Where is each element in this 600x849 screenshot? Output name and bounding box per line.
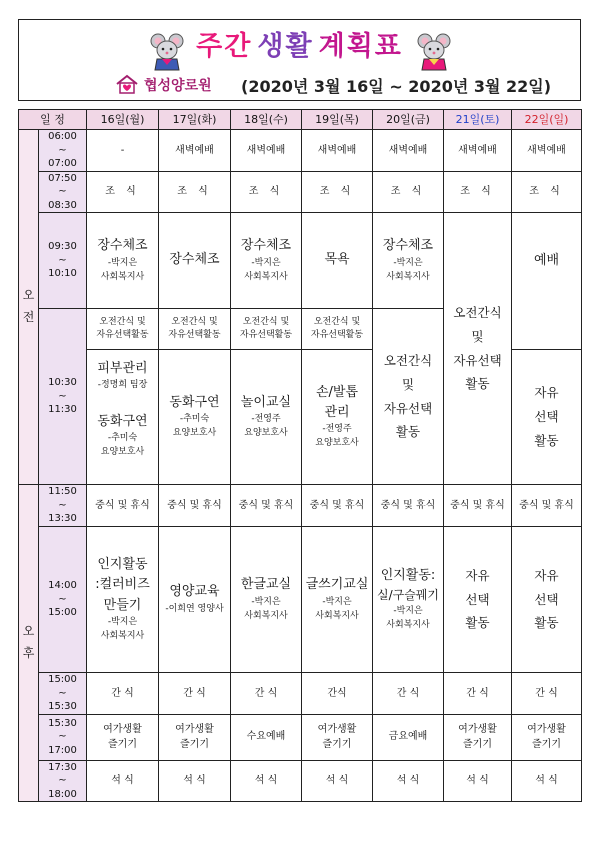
cell-1730-tue: 석 식 xyxy=(159,760,231,802)
table-row xyxy=(19,527,582,673)
cell-1500-sun: 간 식 xyxy=(512,673,582,715)
cell-1730-mon: 석 식 xyxy=(87,760,159,802)
cell-1400-wed: 한글교실 -박지은 사회복지사 xyxy=(231,527,302,673)
cell-0600-sun: 새벽예배 xyxy=(512,130,582,172)
time-cell-1730: 17:30 ~ 18:00 xyxy=(39,760,87,802)
cell-0930-tue: 장수체조 xyxy=(159,213,231,309)
cell-1500-fri: 간 식 xyxy=(373,673,444,715)
cell-1150-fri: 중식 및 휴식 xyxy=(373,485,444,527)
day-header-sat: 21일(토) xyxy=(444,110,512,130)
house-heart-icon xyxy=(115,74,139,94)
morning-label: 오 전 xyxy=(19,130,39,485)
weekly-schedule-table xyxy=(18,109,582,802)
table-row xyxy=(19,760,582,802)
title-word-3: 계획표 xyxy=(318,31,403,62)
title-header xyxy=(18,19,581,101)
cell-1030-sun: 자유 선택 활동 xyxy=(512,309,582,485)
cell-1150-sat: 중식 및 휴식 xyxy=(444,485,512,527)
cell-1400-tue: 영양교육 -이희연 영양사 xyxy=(159,527,231,673)
time-cell-1030: 10:30 ~ 11:30 xyxy=(39,309,87,485)
cell-1500-mon: 간 식 xyxy=(87,673,159,715)
cell-1500-wed: 간 식 xyxy=(231,673,302,715)
cell-1500-sat: 간 식 xyxy=(444,673,512,715)
cell-0930-sun: 예배 xyxy=(512,213,582,309)
cell-sat-morning: 오전간식 및 자유선택 활동 xyxy=(444,213,512,485)
cell-1400-sat: 자유 선택 활동 xyxy=(444,527,512,673)
cell-1730-sat: 석 식 xyxy=(444,760,512,802)
cell-0600-fri: 새벽예배 xyxy=(373,130,444,172)
cell-1150-thu: 중식 및 휴식 xyxy=(302,485,373,527)
table-row xyxy=(19,130,582,172)
cell-1730-sun: 석 식 xyxy=(512,760,582,802)
cell-1150-sun: 중식 및 휴식 xyxy=(512,485,582,527)
org-name: 협성양로원 xyxy=(144,78,212,94)
time-cell-1530: 15:30 ~ 17:00 xyxy=(39,714,87,760)
cell-1530-fri: 금요예배 xyxy=(373,714,444,760)
day-header-fri: 20일(금) xyxy=(373,110,444,130)
cell-1030-mon: 오전간식 및 자유선택활동 피부관리 -정명희 팀장 동화구연 -추미숙 요양보호사 xyxy=(87,309,159,485)
table-row xyxy=(19,213,582,309)
day-header-sun: 22일(일) xyxy=(512,110,582,130)
cell-1730-thu: 석 식 xyxy=(302,760,373,802)
afternoon-label: 오 후 xyxy=(19,485,39,802)
cell-1400-fri: 인지활동: 실/구슬꿰기 -박지은 사회복지사 xyxy=(373,527,444,673)
cell-1150-mon: 중식 및 휴식 xyxy=(87,485,159,527)
cell-1730-fri: 석 식 xyxy=(373,760,444,802)
title-word-2: 생활 xyxy=(257,31,314,62)
header-row xyxy=(19,110,582,130)
day-header-wed: 18일(수) xyxy=(231,110,302,130)
time-cell-1400: 14:00 ~ 15:00 xyxy=(39,527,87,673)
cell-1150-tue: 중식 및 휴식 xyxy=(159,485,231,527)
cell-0750-thu: 조 식 xyxy=(302,171,373,213)
time-cell-0930: 09:30 ~ 10:10 xyxy=(39,213,87,309)
cell-1400-sun: 자유 선택 활동 xyxy=(512,527,582,673)
cell-0750-tue: 조 식 xyxy=(159,171,231,213)
cell-1530-sat: 여가생활 즐기기 xyxy=(444,714,512,760)
cell-1530-tue: 여가생활 즐기기 xyxy=(159,714,231,760)
schedule-label-header: 일 정 xyxy=(19,110,87,130)
cell-0930-mon: 장수체조 -박지은 사회복지사 xyxy=(87,213,159,309)
cell-1030-fri: 오전간식 및 자유선택 활동 xyxy=(373,309,444,485)
mouse-mascot-icon xyxy=(416,31,452,71)
cell-1530-sun: 여가생활 즐기기 xyxy=(512,714,582,760)
cell-1030-tue: 오전간식 및 자유선택활동 동화구연 -추미숙 요양보호사 xyxy=(159,309,231,485)
cell-0750-sat: 조 식 xyxy=(444,171,512,213)
cell-1400-thu: 글쓰기교실 -박지은 사회복지사 xyxy=(302,527,373,673)
table-row xyxy=(19,714,582,760)
cell-0600-wed: 새벽예배 xyxy=(231,130,302,172)
cell-1530-mon: 여가생활 즐기기 xyxy=(87,714,159,760)
time-cell-0600: 06:00 ~ 07:00 xyxy=(39,130,87,172)
title-word-1: 주간 xyxy=(196,31,253,62)
table-row xyxy=(19,673,582,715)
cell-0930-thu: 목욕 xyxy=(302,213,373,309)
cell-1730-wed: 석 식 xyxy=(231,760,302,802)
cell-0600-mon: - xyxy=(87,130,159,172)
cell-0600-tue: 새벽예배 xyxy=(159,130,231,172)
cell-1500-thu: 간식 xyxy=(302,673,373,715)
table-row xyxy=(19,171,582,213)
day-header-thu: 19일(목) xyxy=(302,110,373,130)
schedule-period: (2020년 3월 16일 ~ 2020년 3월 22일) xyxy=(241,77,552,96)
cell-1030-wed: 오전간식 및 자유선택활동 놀이교실 -전영주 요양보호사 xyxy=(231,309,302,485)
cell-1500-tue: 간 식 xyxy=(159,673,231,715)
day-header-tue: 17일(화) xyxy=(159,110,231,130)
cell-0600-thu: 새벽예배 xyxy=(302,130,373,172)
mouse-mascot-icon xyxy=(149,31,185,71)
cell-1030-thu: 오전간식 및 자유선택활동 손/발톱 관리 -전영주 요양보호사 xyxy=(302,309,373,485)
cell-0930-wed: 장수체조 -박지은 사회복지사 xyxy=(231,213,302,309)
cell-1400-mon: 인지활동 :컬러비즈 만들기 -박지은 사회복지사 xyxy=(87,527,159,673)
time-cell-0750: 07:50 ~ 08:30 xyxy=(39,171,87,213)
time-cell-1150: 11:50 ~ 13:30 xyxy=(39,485,87,527)
cell-0930-fri: 장수체조 -박지은 사회복지사 xyxy=(373,213,444,309)
time-cell-1500: 15:00 ~ 15:30 xyxy=(39,673,87,715)
table-row xyxy=(19,485,582,527)
cell-1530-thu: 여가생활 즐기기 xyxy=(302,714,373,760)
cell-0750-mon: 조 식 xyxy=(87,171,159,213)
day-header-mon: 16일(월) xyxy=(87,110,159,130)
cell-0750-sun: 조 식 xyxy=(512,171,582,213)
cell-1530-wed: 수요예배 xyxy=(231,714,302,760)
cell-0600-sat: 새벽예배 xyxy=(444,130,512,172)
cell-0750-wed: 조 식 xyxy=(231,171,302,213)
cell-0750-fri: 조 식 xyxy=(373,171,444,213)
cell-1150-wed: 중식 및 휴식 xyxy=(231,485,302,527)
